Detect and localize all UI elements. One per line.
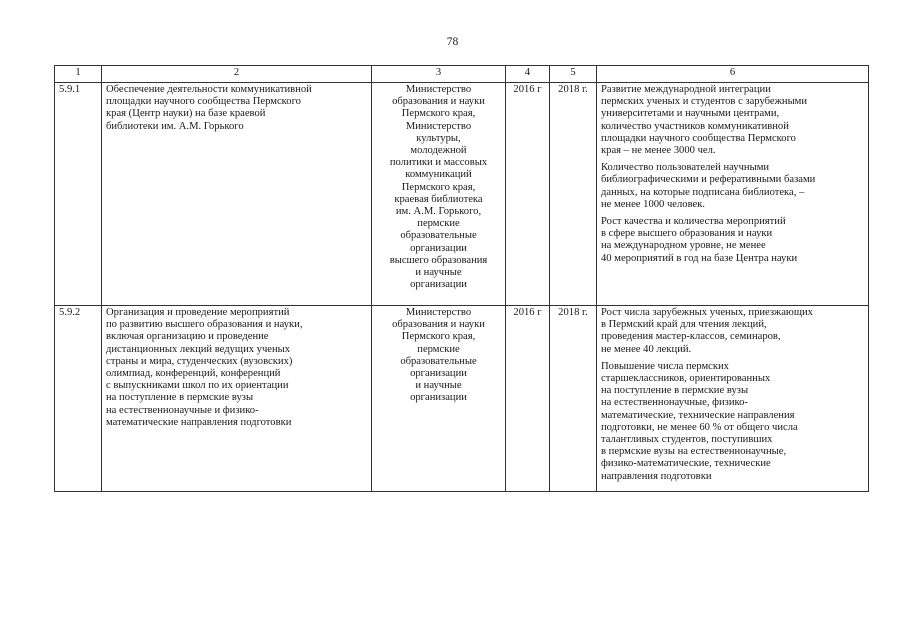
start-year: 2016 г: [506, 83, 550, 306]
page-number: 78: [446, 36, 459, 48]
indicator-paragraph: Количество пользователей научными библиографическими и реферативными базами данных, на которые подписана библиотека, – не менее 1000 человек.: [601, 162, 816, 210]
header-cell: 3: [372, 66, 506, 83]
end-year: 2018 г.: [550, 306, 597, 492]
executors: Министерство образования и науки Пермского края, пермские образовательные организации и научные организации: [372, 306, 506, 492]
indicator-paragraph: Повышение числа пермских старшеклассников, ориентированных на поступление в пермские вузы на естественнонаучные, физико- математические, технические направления подготовки, не менее 60 % от общего числа талантливых студентов, поступивших в пермские вузы на естественнонаучные, физико-математические, технические направления подготовки: [601, 360, 798, 482]
indicators: [597, 83, 869, 306]
table-row: [55, 83, 869, 306]
header-cell: 2: [102, 66, 372, 83]
start-year: 2016 г: [506, 306, 550, 492]
header-row: [55, 66, 869, 83]
header-cell: 1: [55, 66, 102, 83]
executors: Министерство образования и науки Пермского края, Министерство культуры, молодежной политики и массовых коммуникаций Пермского края, краевая библиотека им. А.М. Горького, пермские образовательные организации высшего образования и научные организации: [372, 83, 506, 306]
plan-table: [54, 65, 869, 492]
indicator-paragraph: Рост числа зарубежных ученых, приезжающих в Пермский край для чтения лекций, проведения мастер-классов, семинаров, не менее 40 лекций.: [601, 307, 813, 355]
header-cell: 6: [597, 66, 869, 83]
indicator-paragraph: Развитие международной интеграции пермских ученых и студентов с зарубежными университетами и научными центрами, количество участников коммуникативной площадки научного сообщества Пермского края – не менее 3000 чел.: [601, 84, 808, 157]
item-number: 5.9.1: [55, 83, 102, 306]
item-number: 5.9.2: [55, 306, 102, 492]
activity-name: Обеспечение деятельности коммуникативной площадки научного сообщества Пермского края (Центр науки) на базе краевой библиотеки им. А.М. Горького: [102, 83, 372, 306]
indicator-paragraph: Рост качества и количества мероприятий в сфере высшего образования и науки на международном уровне, не менее 40 мероприятий в год на базе Центра науки: [601, 216, 798, 264]
activity-name: Организация и проведение мероприятий по развитию высшего образования и науки, включая организацию и проведение дистанционных лекций ведущих ученых страны и мира, студенческих (вузовских) олимпиад, конференций, конференций с выпускниками школ по их ориентации на поступление в пермские вузы на естественнонаучные и физико- математические направления подготовки: [102, 306, 372, 492]
table-row: [55, 306, 869, 492]
end-year: 2018 г.: [550, 83, 597, 306]
indicators: [597, 306, 869, 492]
header-cell: 4: [506, 66, 550, 83]
header-cell: 5: [550, 66, 597, 83]
